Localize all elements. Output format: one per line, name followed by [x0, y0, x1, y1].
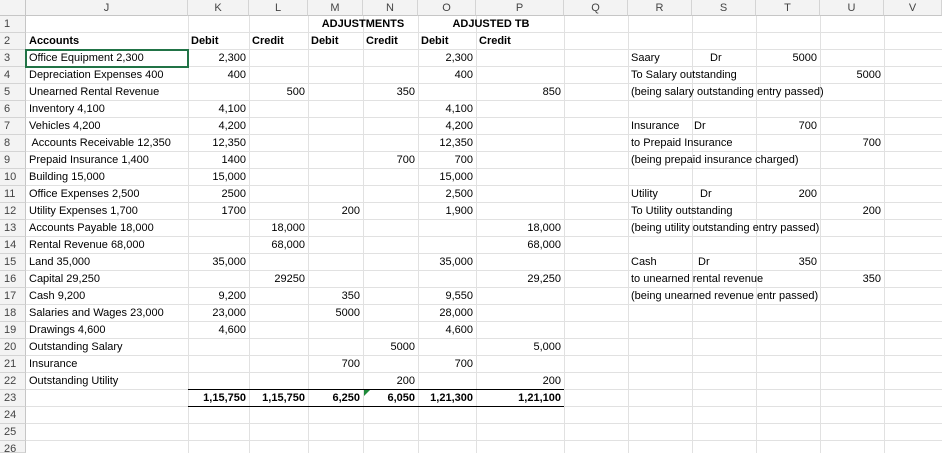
- adj-debit-cell[interactable]: 5000: [335, 307, 360, 319]
- error-indicator-icon[interactable]: [364, 390, 370, 396]
- column-header-u[interactable]: U: [820, 0, 884, 16]
- account-name-cell[interactable]: Depreciation Expenses 400: [29, 69, 164, 81]
- tb-debit-cell[interactable]: 700: [454, 358, 473, 370]
- column-header-o[interactable]: O: [418, 0, 476, 16]
- tb-debit-heading[interactable]: Debit: [421, 35, 449, 47]
- row-header[interactable]: 26: [0, 441, 26, 453]
- credit-cell[interactable]: 18,000: [271, 222, 305, 234]
- gridline: [884, 16, 885, 453]
- account-name-cell[interactable]: Prepaid Insurance 1,400: [29, 154, 149, 166]
- account-name-cell[interactable]: Vehicles 4,200: [29, 120, 101, 132]
- adj-credit-heading[interactable]: Credit: [366, 35, 398, 47]
- debit-cell[interactable]: 2,300: [218, 52, 246, 64]
- row-header[interactable]: 10: [0, 169, 26, 186]
- tb-debit-cell[interactable]: 9,550: [445, 290, 473, 302]
- column-header-l[interactable]: L: [249, 0, 308, 16]
- debit-cell[interactable]: 35,000: [212, 256, 246, 268]
- account-name-cell[interactable]: Outstanding Salary: [29, 341, 123, 353]
- row-header[interactable]: 13: [0, 220, 26, 237]
- total-tb-credit-cell[interactable]: 1,21,100: [518, 392, 561, 404]
- credit-cell[interactable]: 500: [286, 86, 305, 98]
- credit-heading[interactable]: Credit: [252, 35, 284, 47]
- debit-cell[interactable]: 4,100: [218, 103, 246, 115]
- accounts-heading[interactable]: Accounts: [29, 35, 80, 47]
- journal-narration-cell[interactable]: (being utility outstanding entry passed): [631, 222, 820, 234]
- column-header-v[interactable]: V: [884, 0, 942, 16]
- row-header[interactable]: 22: [0, 373, 26, 390]
- row-header[interactable]: 9: [0, 152, 26, 169]
- tb-debit-cell[interactable]: 15,000: [439, 171, 473, 183]
- row-header[interactable]: 4: [0, 67, 26, 84]
- tb-credit-cell[interactable]: 18,000: [527, 222, 561, 234]
- account-name-cell[interactable]: Unearned Rental Revenue: [29, 86, 160, 98]
- row-header[interactable]: 12: [0, 203, 26, 220]
- account-name-cell[interactable]: Office Equipment 2,300: [29, 52, 144, 64]
- account-name-cell[interactable]: Utility Expenses 1,700: [29, 205, 138, 217]
- tb-credit-cell[interactable]: 68,000: [527, 239, 561, 251]
- adj-credit-cell[interactable]: 5000: [390, 341, 415, 353]
- total-tb-debit-cell[interactable]: 1,21,300: [430, 392, 473, 404]
- tb-debit-cell[interactable]: 35,000: [439, 256, 473, 268]
- tb-debit-cell[interactable]: 2,300: [445, 52, 473, 64]
- journal-amount-cell[interactable]: 200: [862, 205, 881, 217]
- total-adj-credit-cell[interactable]: 6,050: [387, 392, 415, 404]
- account-name-cell[interactable]: Land 35,000: [29, 256, 91, 268]
- total-credit-cell[interactable]: 1,15,750: [262, 392, 305, 404]
- tb-credit-cell[interactable]: 29,250: [527, 273, 561, 285]
- tb-debit-cell[interactable]: 4,100: [445, 103, 473, 115]
- adj-credit-cell[interactable]: 350: [396, 86, 415, 98]
- row-header[interactable]: 21: [0, 356, 26, 373]
- account-name-cell[interactable]: Rental Revenue 68,000: [29, 239, 145, 251]
- row-header[interactable]: 19: [0, 322, 26, 339]
- journal-to-cell[interactable]: To Salary outstanding: [631, 69, 737, 81]
- active-cell-selection[interactable]: [25, 49, 189, 68]
- account-name-cell[interactable]: Accounts Payable 18,000: [29, 222, 154, 234]
- column-header-r[interactable]: R: [628, 0, 692, 16]
- debit-cell[interactable]: 15,000: [212, 171, 246, 183]
- tb-credit-cell[interactable]: 200: [542, 375, 561, 387]
- row-header[interactable]: 8: [0, 135, 26, 152]
- row-header[interactable]: 15: [0, 254, 26, 271]
- gridline: [564, 16, 565, 453]
- row-header[interactable]: 17: [0, 288, 26, 305]
- journal-amount-cell[interactable]: 350: [798, 256, 817, 268]
- tb-debit-cell[interactable]: 4,200: [445, 120, 473, 132]
- credit-cell[interactable]: 29250: [274, 273, 305, 285]
- journal-account-cell[interactable]: Insurance: [631, 120, 680, 132]
- debit-heading[interactable]: Debit: [191, 35, 219, 47]
- journal-account-cell[interactable]: Utility: [631, 188, 658, 200]
- adj-credit-cell[interactable]: 200: [396, 375, 415, 387]
- gridline: [308, 16, 309, 453]
- row-header[interactable]: 6: [0, 101, 26, 118]
- tb-debit-cell[interactable]: 28,000: [439, 307, 473, 319]
- journal-dr-cell[interactable]: Dr: [700, 188, 712, 200]
- tb-debit-cell[interactable]: 12,350: [439, 137, 473, 149]
- row-header[interactable]: 7: [0, 118, 26, 135]
- tb-credit-cell[interactable]: 5,000: [533, 341, 561, 353]
- journal-to-cell[interactable]: to unearned rental revenue: [631, 273, 764, 285]
- journal-dr-cell[interactable]: Dr: [694, 120, 706, 132]
- account-name-cell[interactable]: Insurance: [29, 358, 78, 370]
- journal-dr-cell[interactable]: Dr: [698, 256, 710, 268]
- account-name-cell[interactable]: Accounts Receivable 12,350: [29, 137, 171, 149]
- column-header-j[interactable]: J: [26, 0, 188, 16]
- account-name-cell[interactable]: Cash 9,200: [29, 290, 86, 302]
- journal-narration-cell[interactable]: (being unearned revenue entr passed): [631, 290, 819, 302]
- adj-debit-cell[interactable]: 700: [341, 358, 360, 370]
- row-header[interactable]: 2: [0, 33, 26, 50]
- journal-amount-cell[interactable]: 5000: [792, 52, 817, 64]
- row-header[interactable]: 25: [0, 424, 26, 441]
- tb-credit-cell[interactable]: 850: [542, 86, 561, 98]
- row-header[interactable]: 5: [0, 84, 26, 101]
- row-header[interactable]: 11: [0, 186, 26, 203]
- journal-dr-cell[interactable]: Dr: [710, 52, 722, 64]
- tb-debit-cell[interactable]: 400: [454, 69, 473, 81]
- journal-amount-cell[interactable]: 5000: [856, 69, 881, 81]
- adj-debit-cell[interactable]: 200: [341, 205, 360, 217]
- journal-to-cell[interactable]: To Utility outstanding: [631, 205, 733, 217]
- account-name-cell[interactable]: Outstanding Utility: [29, 375, 119, 387]
- journal-amount-cell[interactable]: 700: [798, 120, 817, 132]
- row-header[interactable]: 24: [0, 407, 26, 424]
- debit-cell[interactable]: 1700: [221, 205, 246, 217]
- journal-to-cell[interactable]: to Prepaid Insurance: [631, 137, 733, 149]
- adjustments-heading[interactable]: ADJUSTMENTS: [321, 18, 405, 30]
- row-header[interactable]: 14: [0, 237, 26, 254]
- gridline: [26, 423, 942, 424]
- adj-debit-heading[interactable]: Debit: [311, 35, 339, 47]
- journal-narration-cell[interactable]: (being prepaid insurance charged): [631, 154, 799, 166]
- tb-debit-cell[interactable]: 4,600: [445, 324, 473, 336]
- credit-cell[interactable]: 68,000: [271, 239, 305, 251]
- column-header-p[interactable]: P: [476, 0, 564, 16]
- debit-cell[interactable]: 4,200: [218, 120, 246, 132]
- adjusted-tb-heading[interactable]: ADJUSTED TB: [452, 18, 530, 30]
- tb-debit-cell[interactable]: 700: [454, 154, 473, 166]
- tb-debit-cell[interactable]: 2,500: [445, 188, 473, 200]
- select-all-corner[interactable]: [0, 0, 26, 16]
- row-header[interactable]: 18: [0, 305, 26, 322]
- account-name-cell[interactable]: Capital 29,250: [29, 273, 100, 285]
- total-adj-debit-cell[interactable]: 6,250: [332, 392, 360, 404]
- row-header[interactable]: 20: [0, 339, 26, 356]
- account-name-cell[interactable]: Salaries and Wages 23,000: [29, 307, 164, 319]
- total-debit-cell[interactable]: 1,15,750: [203, 392, 246, 404]
- debit-cell[interactable]: 23,000: [212, 307, 246, 319]
- column-header-q[interactable]: Q: [564, 0, 628, 16]
- tb-debit-cell[interactable]: 1,900: [445, 205, 473, 217]
- column-header-m[interactable]: M: [308, 0, 363, 16]
- journal-account-cell[interactable]: Saary: [631, 52, 660, 64]
- column-header-n[interactable]: N: [363, 0, 418, 16]
- gridline: [26, 440, 942, 441]
- row-header[interactable]: 1: [0, 16, 26, 33]
- tb-credit-heading[interactable]: Credit: [479, 35, 511, 47]
- journal-amount-cell[interactable]: 200: [798, 188, 817, 200]
- row-header[interactable]: 3: [0, 50, 26, 67]
- journal-amount-cell[interactable]: 700: [862, 137, 881, 149]
- journal-amount-cell[interactable]: 350: [862, 273, 881, 285]
- column-header-s[interactable]: S: [692, 0, 756, 16]
- account-name-cell[interactable]: Inventory 4,100: [29, 103, 105, 115]
- row-header[interactable]: 23: [0, 390, 26, 407]
- debit-cell[interactable]: 1400: [221, 154, 246, 166]
- debit-cell[interactable]: 4,600: [218, 324, 246, 336]
- account-name-cell[interactable]: Building 15,000: [29, 171, 105, 183]
- column-header-t[interactable]: T: [756, 0, 820, 16]
- debit-cell[interactable]: 400: [227, 69, 246, 81]
- account-name-cell[interactable]: Drawings 4,600: [29, 324, 106, 336]
- adj-credit-cell[interactable]: 700: [396, 154, 415, 166]
- account-name-cell[interactable]: Office Expenses 2,500: [29, 188, 140, 200]
- column-header-k[interactable]: K: [188, 0, 249, 16]
- debit-cell[interactable]: 12,350: [212, 137, 246, 149]
- journal-narration-cell[interactable]: (being salary outstanding entry passed): [631, 86, 824, 98]
- adj-debit-cell[interactable]: 350: [341, 290, 360, 302]
- row-header[interactable]: 16: [0, 271, 26, 288]
- journal-account-cell[interactable]: Cash: [631, 256, 657, 268]
- debit-cell[interactable]: 9,200: [218, 290, 246, 302]
- debit-cell[interactable]: 2500: [221, 188, 246, 200]
